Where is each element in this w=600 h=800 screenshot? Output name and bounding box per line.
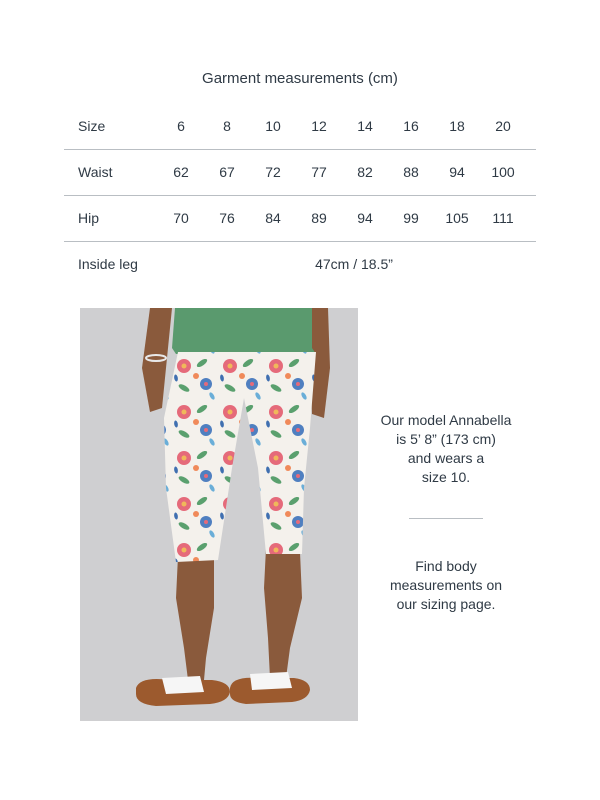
divider [409,518,483,519]
size-cell: 10 [265,118,281,134]
size-cell: 8 [223,118,231,134]
right-calf [264,548,302,678]
size-cell: 14 [357,118,373,134]
waist-cell: 94 [449,164,465,180]
size-cell: 20 [495,118,511,134]
body-measurements-note [370,557,522,614]
waist-cell: 77 [311,164,327,180]
floral-leggings [164,352,316,562]
hip-cell: 94 [357,210,373,226]
note-line: our sizing page. [396,596,496,612]
model-illustration [80,308,358,721]
row-label: Waist [78,164,113,180]
model-photo [80,308,358,721]
row-label: Inside leg [78,256,138,272]
hip-cell: 84 [265,210,281,226]
model-info [370,411,522,487]
size-cell: 16 [403,118,419,134]
table-row-waist [64,150,536,196]
note-line: Find body [415,558,477,574]
table-row-hip [64,196,536,242]
waist-cell: 100 [491,164,515,180]
hip-cell: 105 [445,210,469,226]
left-sandal-strap [162,676,204,694]
table-title: Garment measurements (cm) [202,70,398,87]
waist-cell: 72 [265,164,281,180]
waist-cell: 62 [173,164,189,180]
hip-cell: 99 [403,210,419,226]
row-label: Hip [78,210,100,226]
waist-cell: 88 [403,164,419,180]
size-cell: 12 [311,118,327,134]
hip-cell: 89 [311,210,327,226]
hip-cell: 70 [173,210,189,226]
hip-cell: 76 [219,210,235,226]
note-line: measurements on [389,577,503,593]
header-label: Size [78,118,106,134]
waist-cell: 67 [219,164,235,180]
table-row-inside-leg [64,242,536,287]
size-cell: 18 [449,118,465,134]
waist-cell: 82 [357,164,373,180]
right-sandal-strap [250,672,292,690]
green-top [172,308,316,354]
model-info-line: and wears a [407,450,485,466]
table-header-row [64,104,536,150]
model-info-line: is 5’ 8” (173 cm) [396,431,496,447]
hip-cell: 111 [492,210,514,226]
inside-leg-value: 47cm / 18.5” [315,256,393,272]
size-table [64,104,536,287]
left-calf [176,556,214,680]
size-cell: 6 [177,118,185,134]
model-info-line: size 10. [421,469,471,485]
model-info-line: Our model Annabella [380,412,512,428]
